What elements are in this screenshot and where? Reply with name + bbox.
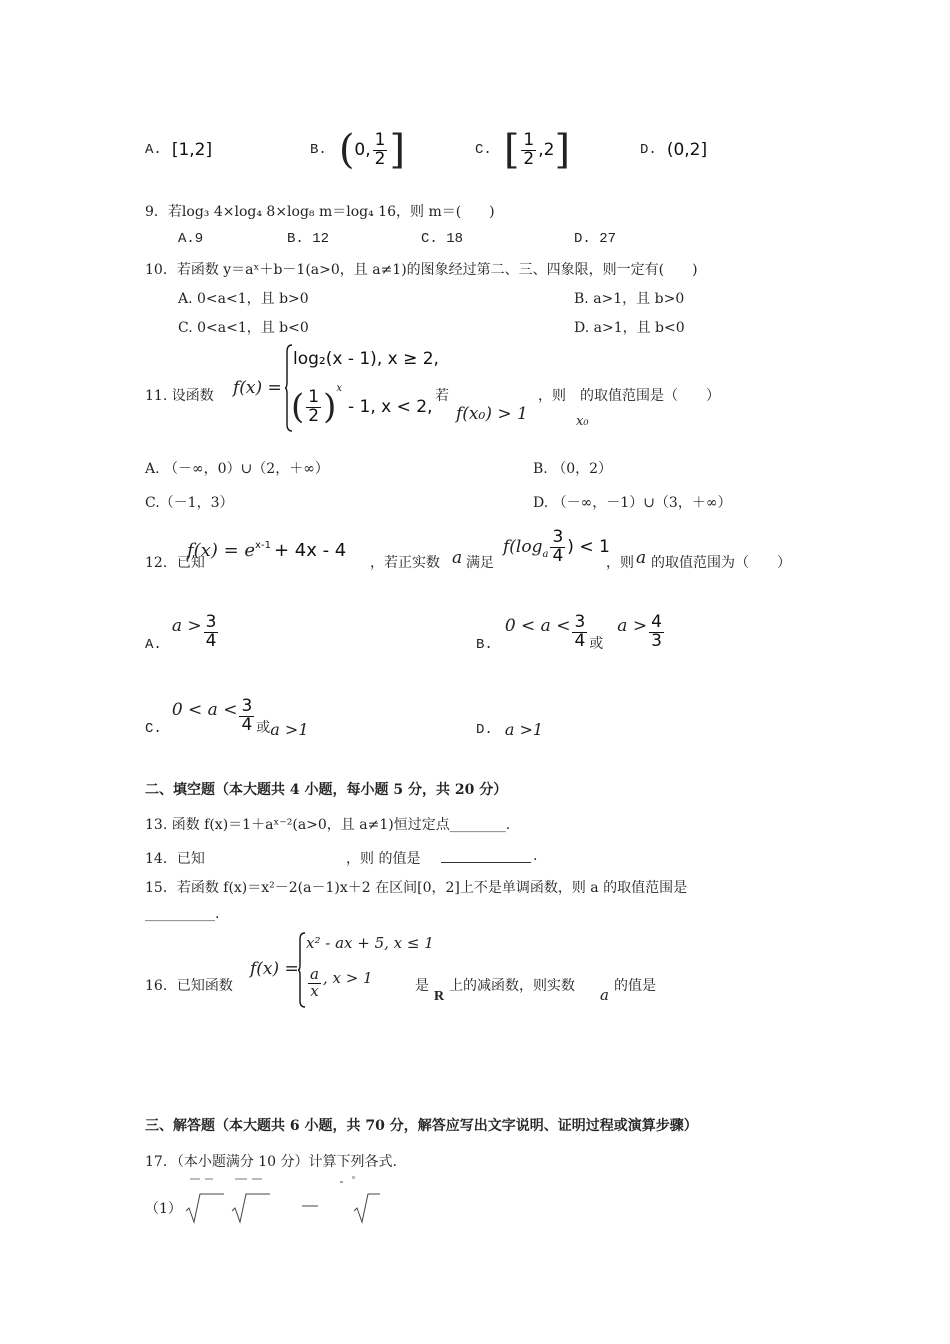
q12-b-fraction-2 [649, 611, 664, 651]
q16-brace-shape [298, 932, 306, 1008]
q11-case2-fraction [306, 386, 321, 426]
q8-c-open-bracket: [ [503, 127, 520, 173]
q12-c-fraction [239, 695, 254, 735]
q15-line1: 15．若函数 f(x)＝x²－2(a－1)x＋2 在区间[0，2]上不是单调函数，则 a 的取值范围是 [145, 880, 688, 896]
q12-option-c [145, 691, 309, 741]
q8-b-fraction [373, 129, 388, 169]
q8-c-label: C. [475, 142, 492, 158]
q12-cond-sub: a [542, 549, 549, 560]
q9-option-c: C. 18 [421, 231, 464, 247]
q12-b-label: B. [476, 637, 493, 653]
q8-a-value: [1,2] [171, 140, 213, 160]
q8-d-label: D. [640, 142, 657, 158]
q17-part1-expression-fragment [180, 1172, 395, 1230]
q8-c-close-bracket: ] [554, 127, 571, 173]
q8-option-b [310, 115, 405, 185]
q10-option-d: D. a>1，且 b<0 [574, 320, 685, 336]
q17-text: 17．（本小题满分 10 分）计算下列各式. [145, 1154, 397, 1170]
q12-prefix: 12．已知 [145, 555, 205, 571]
q12-a-fraction [204, 611, 219, 651]
q12-c-num: 3 [241, 695, 253, 716]
q12-fx: f(x) = e [187, 540, 256, 561]
q12-c-den: 4 [241, 714, 253, 735]
q16-prefix: 16．已知函数 [145, 978, 233, 994]
q8-b-close-bracket: ] [389, 127, 406, 173]
q8-c-den: 2 [523, 148, 535, 169]
q16-case2 [306, 960, 373, 1006]
q16-mid: 上的减函数，则实数 [449, 978, 575, 994]
q12-a-var: a [452, 548, 463, 568]
q8-c-post: ,2 [538, 140, 555, 160]
q12-c-or: 或 [256, 720, 271, 736]
q12-c-label: C. [145, 721, 162, 737]
q16-brace [298, 932, 306, 1008]
q14-post: . [533, 848, 538, 864]
q12-option-d [476, 720, 543, 739]
q16-case2-den: x [310, 981, 319, 1000]
q16-case2-fraction [308, 964, 321, 1000]
q8-d-value: (0,2] [666, 140, 708, 160]
q12-c-post: a >1 [270, 720, 309, 739]
q8-b-num: 1 [374, 129, 386, 150]
q12-mid2: 满足 [466, 555, 494, 571]
q12-cond-post: ) < 1 [567, 537, 610, 557]
q8-b-den: 2 [374, 148, 386, 169]
q15-line2: __________. [145, 906, 220, 922]
q16-fx: f(x) = [250, 959, 299, 979]
q8-c-num: 1 [523, 129, 535, 150]
q10-option-a: A. 0<a<1，且 b>0 [178, 291, 309, 307]
q11-option-d: D. （－∞，－1）∪（3，＋∞） [533, 495, 732, 511]
q16-shi: 是 [415, 978, 429, 994]
q12-b-mid: a > [617, 616, 648, 636]
q12-c-pre: 0 < a < [171, 700, 238, 720]
q12-cond-pre: f(log [503, 537, 543, 557]
q12-b-or: 或 [589, 636, 604, 652]
q11-condition: f(x₀) > 1 [456, 404, 528, 424]
q11-fx: f(x) = [233, 378, 282, 398]
q12-cond-fraction [550, 526, 565, 566]
q11-case2-close-paren: ) [323, 387, 337, 427]
q8-b-label: B. [310, 142, 327, 158]
q13-text: 13. 函数 f(x)＝1＋aˣ⁻²(a>0，且 a≠1)恒过定点________. [145, 817, 511, 833]
q8-b-prefix: 0, [354, 140, 371, 160]
q17-part1-label: （1） [145, 1201, 182, 1217]
q11-case2-exp: x [336, 383, 342, 394]
q12-fx-rest: + 4x - 4 [273, 540, 347, 561]
q11-case2 [291, 381, 433, 433]
q12-option-b [476, 607, 666, 657]
q14-blank[interactable] [441, 862, 531, 863]
section2-title: 二、填空题（本大题共 4 小题，每小题 5 分，共 20 分） [145, 782, 508, 798]
q8-option-d [640, 120, 707, 180]
q8-b-open-paren: ( [338, 127, 355, 173]
q10-option-c: C. 0<a<1，且 b<0 [178, 320, 309, 336]
q12-b-num: 3 [574, 611, 586, 632]
q16-a-var: a [600, 986, 609, 1004]
q9-stem: 9．若log₃ 4×log₄ 8×log₈ m＝log₄ 16，则 m＝( ) [145, 204, 495, 220]
q12-mid: ，若正实数 [370, 555, 440, 571]
q12-cond-den: 4 [552, 545, 564, 566]
q12-b-den: 4 [574, 630, 586, 651]
q11-ruo: 若 [435, 388, 449, 404]
q10-stem: 10．若函数 y＝aˣ＋b－1(a>0，且 a≠1)的图象经过第二、三、四象限，则一定有( ) [145, 262, 698, 278]
q11-x0: x₀ [576, 414, 589, 429]
q12-option-a [145, 607, 220, 657]
q16-R: R [434, 989, 445, 1004]
q10-option-b: B. a>1，且 b>0 [574, 291, 685, 307]
q12-cond-num: 3 [552, 526, 564, 547]
q11-case2-open-paren: ( [291, 387, 305, 427]
q12-a-num: 3 [205, 611, 217, 632]
q12-b-fraction [572, 611, 587, 651]
q12-a-label: A. [145, 637, 162, 653]
q11-option-a: A. （－∞，0）∪（2，＋∞） [145, 461, 329, 477]
q8-c-fraction [521, 129, 536, 169]
q16-post: 的值是 [614, 978, 656, 994]
q11-option-b: B. （0，2） [533, 461, 613, 477]
q9-option-b: B. 12 [287, 231, 330, 247]
q12-b-pre: 0 < a < [504, 616, 571, 636]
q12-b-den2: 3 [651, 630, 662, 651]
q16-case2-rest: , x > 1 [322, 969, 373, 987]
q12-tail2: 的取值范围为（ ） [651, 555, 791, 571]
q9-option-d: D. 27 [574, 231, 617, 247]
q11-then: ，则 的取值范围是（ ） [538, 388, 720, 404]
q12-condition [503, 522, 610, 572]
q11-prefix: 11. 设函数 [145, 388, 214, 404]
q12-tail: ，则 [606, 555, 634, 571]
q12-a-pre: a > [171, 616, 202, 636]
q8-a-label: A. [145, 142, 162, 158]
q12-a-var-2: a [636, 548, 647, 568]
q14-mid: ，则 的值是 [346, 851, 421, 867]
q16-case1: x² - ax + 5, x ≤ 1 [306, 934, 434, 952]
q8-option-a [145, 120, 212, 180]
section3-title: 三、解答题（本大题共 6 小题，共 70 分，解答应写出文字说明、证明过程或演算步骤） [145, 1118, 698, 1134]
q11-case2-rest: - 1, x < 2, [348, 397, 433, 417]
q12-b-num2: 4 [651, 611, 662, 632]
q14-prefix: 14．已知 [145, 851, 205, 867]
q12-d-value: a >1 [504, 720, 544, 739]
q11-case2-den: 2 [308, 405, 320, 426]
q11-option-c: C.（－1，3） [145, 495, 234, 511]
q12-a-den: 4 [205, 630, 217, 651]
q11-case1: log₂(x - 1), x ≥ 2, [293, 349, 439, 369]
q12-d-label: D. [476, 721, 493, 738]
q9-option-a: A.9 [178, 231, 204, 247]
q12-exp: x-1 [255, 540, 271, 551]
q8-option-c [475, 115, 570, 185]
q12-function [187, 540, 346, 561]
q16-case2-num: a [310, 964, 319, 983]
q11-case2-num: 1 [308, 386, 320, 407]
